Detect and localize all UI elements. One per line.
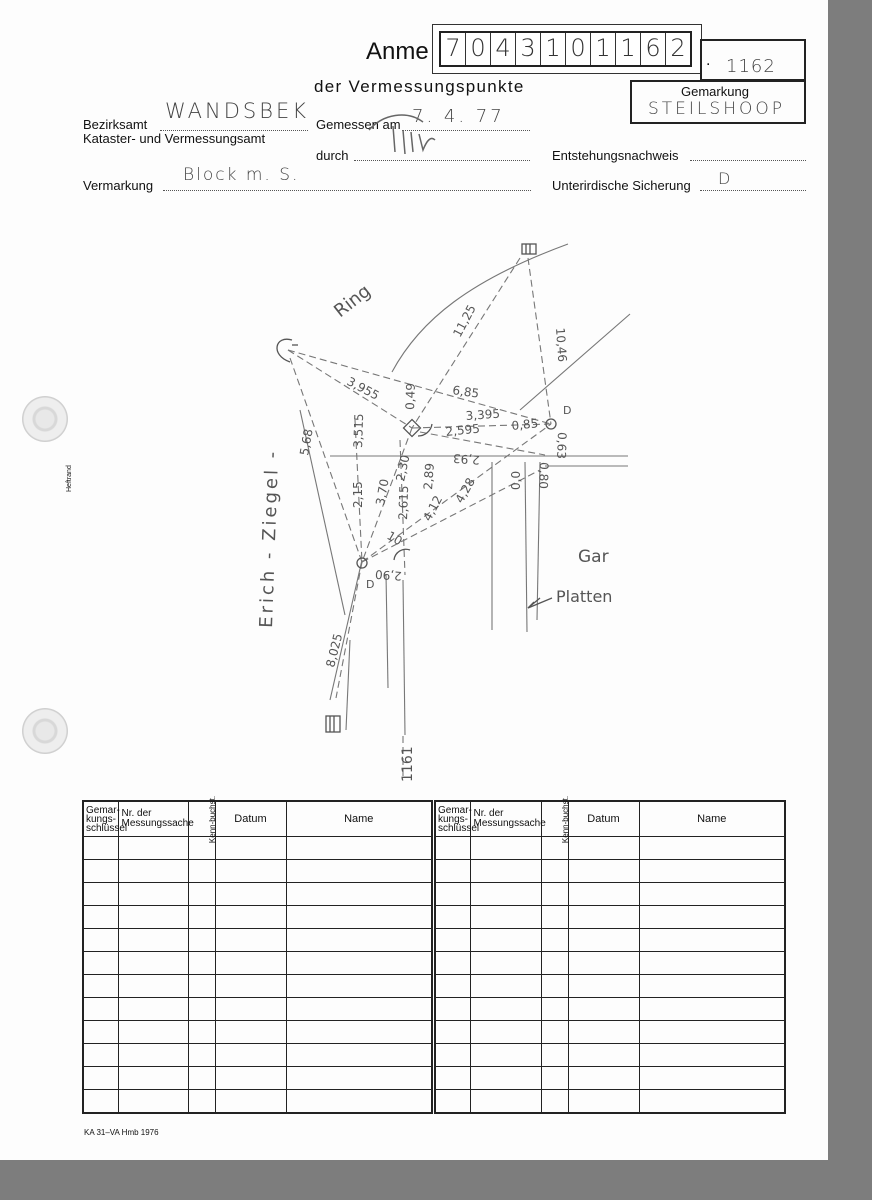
table-row — [83, 952, 432, 975]
table-cell — [639, 860, 785, 883]
durch-label: durch — [316, 148, 349, 163]
registration-digit: 2 — [670, 34, 686, 62]
table-cell — [188, 998, 215, 1021]
measure-10-46: 10,46 — [553, 327, 570, 363]
table-cell — [639, 837, 785, 860]
table-cell — [568, 929, 639, 952]
table-row — [83, 1021, 432, 1044]
gemarkung-label: Gemarkung — [681, 84, 749, 99]
table-cell — [541, 952, 568, 975]
measure-2-93: 2,93 — [452, 451, 481, 467]
table-cell — [435, 998, 470, 1021]
table-cell — [639, 929, 785, 952]
measure-5-68: 5,68 — [297, 427, 316, 457]
table-cell — [568, 952, 639, 975]
building-marker-top — [522, 244, 536, 254]
table-cell — [435, 837, 470, 860]
table-cell — [541, 883, 568, 906]
table-cell — [435, 1090, 470, 1114]
table-row — [83, 906, 432, 929]
table-cell — [83, 1044, 118, 1067]
table-cell — [639, 998, 785, 1021]
bezirksamt-value: WANDSBEK — [165, 99, 309, 123]
table-row — [435, 952, 785, 975]
registration-digit: 3 — [516, 33, 541, 65]
table-cell — [286, 906, 432, 929]
measure-6-85: 6,85 — [451, 383, 480, 401]
table-cell — [215, 837, 286, 860]
table-cell — [188, 883, 215, 906]
ring-street-curve — [392, 244, 568, 372]
table-cell — [568, 1067, 639, 1090]
col-gemarkung: Gemar-kungs-schlüssel — [435, 801, 470, 837]
table-cell — [568, 975, 639, 998]
table-cell — [215, 1044, 286, 1067]
measure-2-15: 2,15 — [351, 481, 365, 508]
point-number-value: 1162 — [726, 56, 776, 77]
reference-point-1161: 1161 — [400, 746, 416, 782]
table-row — [435, 929, 785, 952]
registration-digit: 1 — [616, 33, 641, 65]
unterirdisch-value: D — [718, 169, 734, 188]
table-cell — [470, 952, 541, 975]
tie-10-46 — [528, 258, 551, 424]
erich-line-2 — [330, 560, 362, 700]
table-cell — [286, 1090, 432, 1114]
table-cell — [83, 975, 118, 998]
heftrand-label: Heftrand — [66, 465, 73, 492]
table-cell — [215, 906, 286, 929]
table-cell — [118, 952, 188, 975]
table-cell — [639, 1067, 785, 1090]
table-cell — [83, 929, 118, 952]
tie-c-to-q — [288, 350, 551, 424]
table-cell — [435, 952, 470, 975]
registration-digit: 1 — [591, 33, 616, 65]
registration-digit: 0 — [466, 33, 491, 65]
table-row — [83, 998, 432, 1021]
table-cell — [118, 860, 188, 883]
unterirdisch-label: Unterirdische Sicherung — [552, 178, 691, 193]
table-cell — [639, 906, 785, 929]
table-cell — [118, 1021, 188, 1044]
table-cell — [286, 860, 432, 883]
registration-digit: 6 — [641, 33, 666, 65]
table-row — [435, 1090, 785, 1114]
table-cell — [83, 1021, 118, 1044]
gemessen-value: 7. 4. 77 — [412, 106, 505, 127]
table-cell — [118, 837, 188, 860]
measure-0-85: 0,85 — [510, 416, 539, 433]
table-cell — [83, 883, 118, 906]
form-id: KA 31–VA Hmb 1976 — [84, 1128, 159, 1137]
table-cell — [541, 906, 568, 929]
building-marker-bottom — [326, 716, 340, 732]
measure-10: 10 — [384, 528, 405, 549]
table-cell — [435, 929, 470, 952]
col-datum: Datum — [568, 801, 639, 837]
table-cell — [568, 1090, 639, 1114]
table-cell — [286, 929, 432, 952]
table-cell — [188, 1090, 215, 1114]
measurement-table-right — [434, 795, 786, 1114]
col-datum: Datum — [215, 801, 286, 837]
table-cell — [639, 1090, 785, 1114]
measure-0-0: 0,0 — [509, 470, 523, 490]
measure-2-90: 2,90 — [374, 567, 403, 583]
table-cell — [541, 929, 568, 952]
table-cell — [215, 1067, 286, 1090]
street-erich: Erich - Ziegel - — [256, 448, 284, 629]
table-cell — [541, 1090, 568, 1114]
table-row — [83, 929, 432, 952]
table-cell — [568, 1044, 639, 1067]
table-cell — [470, 1021, 541, 1044]
table-cell — [568, 1021, 639, 1044]
measure-3-70: 3,70 — [373, 477, 392, 507]
vermarkung-label: Vermarkung — [83, 178, 154, 193]
col-nr: Nr. der Messungssache — [118, 801, 188, 837]
measure-2-30: 2,30 — [393, 453, 413, 483]
table-cell — [435, 1021, 470, 1044]
point-number-prefix: . — [706, 52, 711, 69]
table-cell — [188, 906, 215, 929]
table-cell — [118, 1090, 188, 1114]
table-cell — [286, 837, 432, 860]
table-cell — [83, 1090, 118, 1114]
label-platten: Platten — [556, 587, 613, 606]
registration-digit: 4 — [491, 33, 516, 65]
table-cell — [118, 1044, 188, 1067]
street-ring: Ring — [330, 280, 375, 322]
table-cell — [118, 998, 188, 1021]
table-cell — [188, 975, 215, 998]
marker-d-left: D — [366, 578, 375, 591]
tie-11-25 — [412, 258, 520, 428]
table-cell — [286, 1021, 432, 1044]
table-cell — [541, 975, 568, 998]
table-row — [83, 1067, 432, 1090]
table-cell — [435, 1044, 470, 1067]
table-cell — [286, 1044, 432, 1067]
table-cell — [639, 1044, 785, 1067]
table-cell — [286, 883, 432, 906]
table-cell — [286, 975, 432, 998]
col-gemarkung: Gemar-kungs-schlüssel — [83, 801, 118, 837]
table-cell — [568, 998, 639, 1021]
table-cell — [435, 975, 470, 998]
table-cell — [215, 860, 286, 883]
table-cell — [83, 860, 118, 883]
table-cell — [118, 906, 188, 929]
measure-2-615: 2,615 — [396, 485, 412, 521]
measure-2-89: 2,89 — [421, 462, 437, 491]
vermarkung-value: Block m. S. — [183, 165, 300, 185]
table-cell — [568, 837, 639, 860]
table-cell — [470, 906, 541, 929]
table-row — [83, 860, 432, 883]
table-row — [435, 975, 785, 998]
table-cell — [188, 860, 215, 883]
measure-3-395: 3,395 — [465, 406, 501, 423]
measure-3-955: 3,955 — [344, 374, 382, 403]
table-row — [435, 1067, 785, 1090]
table-cell — [568, 883, 639, 906]
table-cell — [83, 952, 118, 975]
table-cell — [435, 860, 470, 883]
table-cell — [83, 998, 118, 1021]
table-cell — [286, 1067, 432, 1090]
table-cell — [568, 860, 639, 883]
table-row — [435, 860, 785, 883]
table-cell — [435, 883, 470, 906]
table-row — [435, 1044, 785, 1067]
table-cell — [568, 906, 639, 929]
table-cell — [215, 1021, 286, 1044]
table-cell — [188, 929, 215, 952]
table-cell — [470, 883, 541, 906]
table-cell — [470, 998, 541, 1021]
table-cell — [286, 952, 432, 975]
table-cell — [215, 929, 286, 952]
measure-8-025: 8,025 — [323, 632, 346, 669]
table-cell — [118, 883, 188, 906]
form-subtitle: der Vermessungspunkte — [314, 77, 525, 96]
measure-0-80: 0,80 — [536, 461, 551, 490]
table-cell — [118, 929, 188, 952]
table-cell — [215, 1090, 286, 1114]
table-row — [83, 1044, 432, 1067]
table-cell — [470, 1067, 541, 1090]
table-cell — [286, 998, 432, 1021]
table-cell — [188, 1021, 215, 1044]
table-cell — [215, 952, 286, 975]
table-cell — [639, 883, 785, 906]
measure-3-515: 3,515 — [351, 413, 367, 449]
table-cell — [541, 998, 568, 1021]
table-cell — [541, 860, 568, 883]
table-row — [435, 998, 785, 1021]
col-kenn-label: Kenn-buchst. — [560, 795, 570, 843]
col-kenn — [541, 795, 570, 843]
table-cell — [639, 975, 785, 998]
table-row — [435, 906, 785, 929]
table-cell — [188, 952, 215, 975]
right-street-line — [520, 314, 630, 410]
table-row — [435, 883, 785, 906]
table-row — [435, 837, 785, 860]
table-row — [435, 1021, 785, 1044]
form-title-prefix: Anme — [366, 38, 429, 65]
bezirksamt-label: Bezirksamt — [83, 117, 148, 132]
registration-digit: 1 — [541, 33, 566, 65]
table-row — [83, 837, 432, 860]
table-cell — [541, 1067, 568, 1090]
table-cell — [470, 1044, 541, 1067]
table-cell — [83, 1067, 118, 1090]
table-cell — [188, 1067, 215, 1090]
label-gar: Gar — [578, 547, 609, 567]
table-cell — [435, 1067, 470, 1090]
measure-2-595: 2,595 — [444, 421, 481, 439]
table-cell — [83, 906, 118, 929]
table-row — [83, 975, 432, 998]
table-cell — [541, 1044, 568, 1067]
entstehung-label: Entstehungsnachweis — [552, 148, 679, 163]
table-cell — [470, 929, 541, 952]
table-cell — [639, 1021, 785, 1044]
measure-4-12: 4,12 — [420, 493, 446, 524]
col-nr: Nr. der Messungssache — [470, 801, 541, 837]
registration-digit: 7 — [441, 33, 466, 65]
registration-digit: 0 — [566, 33, 591, 65]
col-kenn — [188, 795, 217, 843]
table-cell — [470, 860, 541, 883]
measure-0-49: 0,49 — [403, 382, 418, 411]
gemarkung-value: STEILSHOOP — [648, 99, 785, 119]
table-cell — [83, 837, 118, 860]
table-cell — [639, 952, 785, 975]
col-name: Name — [286, 801, 432, 837]
table-row — [83, 883, 432, 906]
col-name: Name — [639, 801, 785, 837]
table-cell — [470, 837, 541, 860]
col-kenn-label: Kenn-buchst. — [207, 795, 217, 843]
measure-0-63: 0,63 — [554, 431, 569, 460]
kataster-label: Kataster- und Vermessungsamt — [83, 131, 266, 146]
table-cell — [470, 1090, 541, 1114]
marker-d-right: D — [563, 404, 572, 417]
table-cell — [541, 1021, 568, 1044]
table-cell — [470, 975, 541, 998]
table-row — [83, 1090, 432, 1114]
gemessen-label: Gemessen am — [316, 117, 401, 132]
table-cell — [435, 906, 470, 929]
table-cell — [215, 998, 286, 1021]
measure-4-28: 4,28 — [452, 475, 478, 506]
table-cell — [118, 1067, 188, 1090]
table-cell — [188, 1044, 215, 1067]
table-cell — [215, 975, 286, 998]
table-cell — [118, 975, 188, 998]
measure-11-25: 11,25 — [450, 302, 479, 340]
table-cell — [215, 883, 286, 906]
measurement-table-left — [82, 795, 433, 1114]
